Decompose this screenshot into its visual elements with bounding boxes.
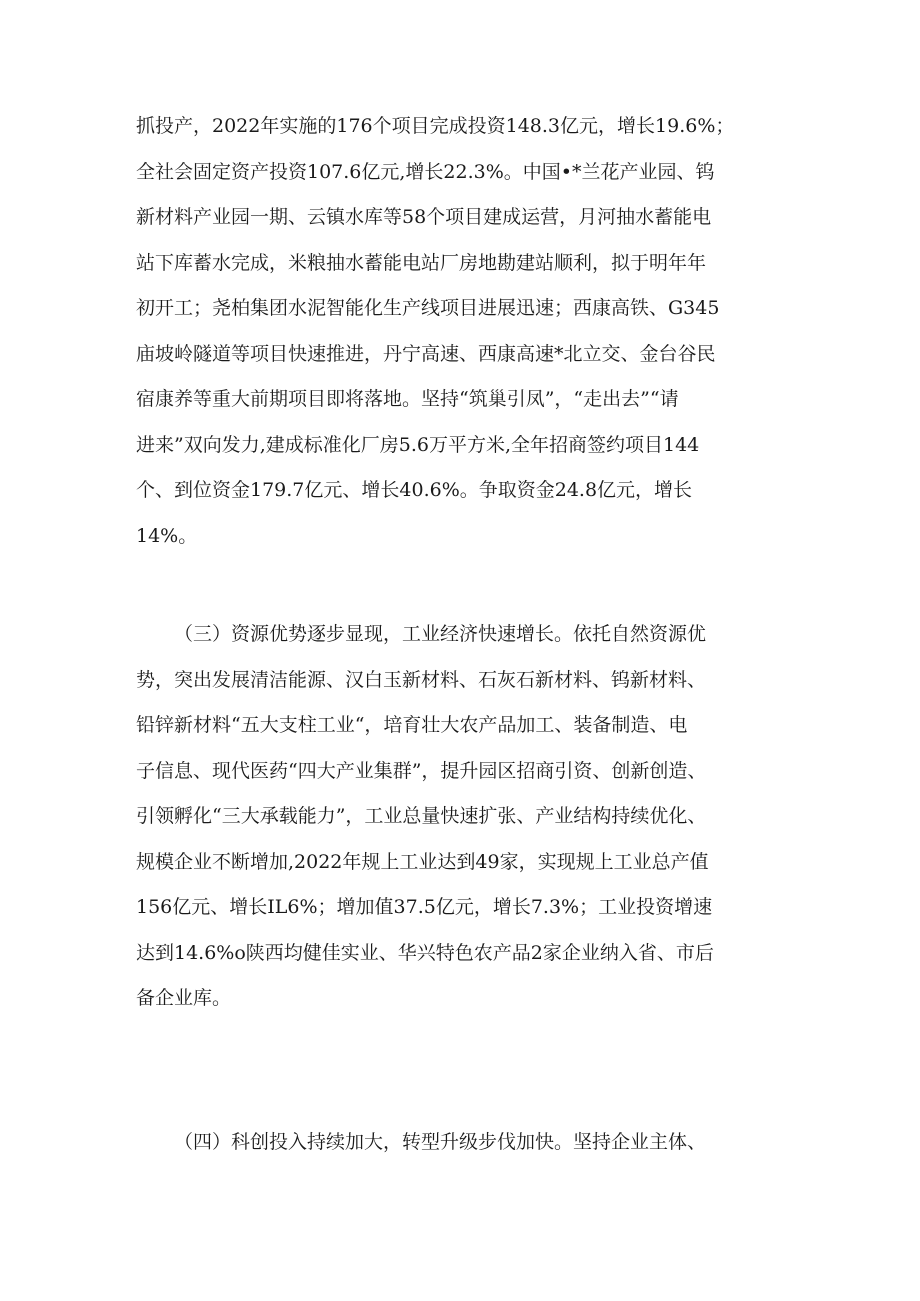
text-line: （四）科创投入持续加大，转型升级步伐加快。坚持企业主体、 [174,1131,707,1153]
text-line: 铅锌新材料“五大支柱工业“，培育壮大农产品加工、装备制造、电 [136,714,688,736]
paragraph-investment [136,104,796,559]
text-line: 规模企业不断增加,2022年规上工业达到49家，实现规上工业总产值 [136,850,709,873]
text-line: 初开工；尧柏集团水泥智能化生产线项目进展迅速；西康高铁、G345 [136,297,720,319]
text-line: 达到14.6%o陕西均健佳实业、华兴特色农产品2家企业纳入省、市后 [136,941,714,964]
text-line: 抓投产，2022年实施的176个项目完成投资148.3亿元，增长19.6%； [136,115,735,137]
text-line: （三）资源优势逐步显现，工业经济快速增长。依托自然资源优 [174,623,707,645]
text-line: 势，突出发展清洁能源、汉白玉新材料、石灰石新材料、钨新材料、 [136,668,707,691]
text-line: 全社会固定资产投资107.6亿元,增长22.3%。中国•*兰花产业园、钨 [136,160,715,183]
text-line: 站下库蓄水完成，米粮抽水蓄能电站厂房地勘建站顺利，拟于明年年 [136,251,707,274]
text-line: 个、到位资金179.7亿元、增长40.6%。争取资金24.8亿元，增长 [136,479,693,501]
text-line: 156亿元、增长IL6%；增加值37.5亿元，增长7.3%；工业投资增速 [136,896,713,918]
text-line: 备企业库。 [136,987,232,1009]
text-line: 宿康养等重大前期项目即将落地。坚持“筑巢引凤”，“走出去”“请 [136,388,679,410]
paragraph-innovation [136,1120,796,1166]
paragraph-industry [136,612,796,1022]
text-line: 子信息、现代医药“四大产业集群”，提升园区招商引资、创新创造、 [136,759,707,782]
text-line: 庙坡岭隧道等项目快速推进，丹宁高速、西康高速*北立交、金台谷民 [136,342,716,365]
text-line: 新材料产业园一期、云镇水库等58个项目建成运营，月河抽水蓄能电 [136,206,712,228]
text-line: 进来”双向发力,建成标准化厂房5.6万平方米,全年招商签约项目144 [136,433,700,456]
text-line: 14%。 [136,524,198,547]
text-line: 引领孵化“三大承载能力”，工业总量快速扩张、产业结构持续优化、 [136,805,707,827]
